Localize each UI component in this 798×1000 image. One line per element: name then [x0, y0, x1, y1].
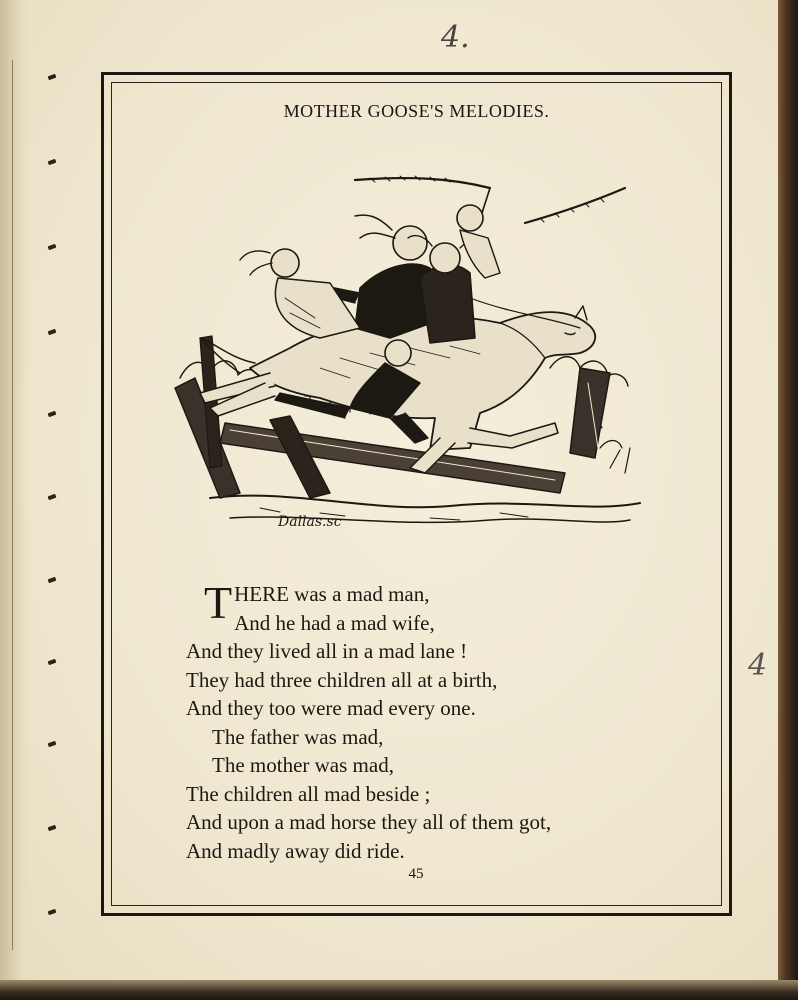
- poem-line: And madly away did ride.: [186, 838, 405, 863]
- poem: [186, 580, 706, 865]
- poem-line: The mother was mad,: [212, 753, 394, 777]
- book-edge-right: [778, 0, 798, 1000]
- engraver-signature: Dallas.sc: [278, 514, 342, 530]
- pencil-margin-note: 4: [748, 648, 768, 683]
- running-head: MOTHER GOOSE'S MELODIES.: [283, 101, 550, 121]
- poem-line: And he had a mad wife,: [234, 610, 435, 635]
- pencil-page-number: 4.: [441, 20, 470, 55]
- poem-line: And they too were mad every one.: [186, 696, 476, 720]
- poem-line: And they lived all in a mad lane !: [186, 639, 468, 663]
- poem-line: And upon a mad horse they all of them got,: [186, 810, 552, 834]
- poem-line: The father was mad,: [212, 724, 384, 749]
- drop-cap: T: [204, 580, 233, 628]
- poem-line: They had three children all at a birth,: [186, 667, 498, 692]
- engraving-illustration: [170, 168, 660, 540]
- book-edge-bottom: [0, 980, 798, 1000]
- poem-opening: [186, 580, 706, 637]
- left-page-edge: [0, 60, 13, 950]
- poem-line: The children all mad beside ;: [186, 781, 431, 806]
- page-number: 45: [408, 866, 424, 882]
- poem-line: HERE was a mad man,: [234, 582, 430, 606]
